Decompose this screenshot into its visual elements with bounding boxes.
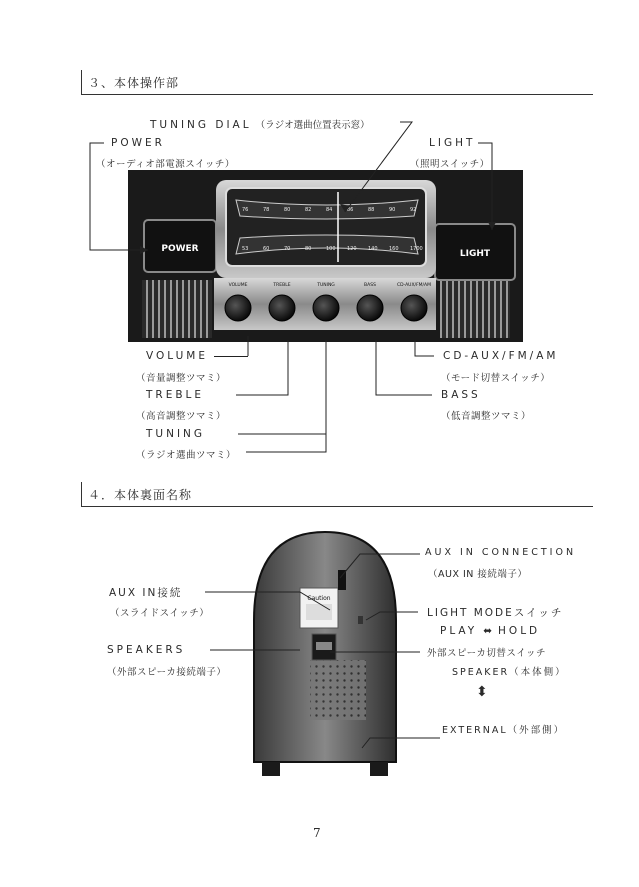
- light-desc: （照明スイッチ）: [410, 159, 490, 170]
- fm-scale-tick: 80: [284, 207, 291, 213]
- knob-label: VOLUME: [228, 283, 248, 288]
- am-scale-tick: 53: [242, 246, 249, 252]
- am-scale-tick: 70: [284, 246, 291, 252]
- fm-scale-tick: 82: [305, 207, 312, 213]
- hold-label: HOLD: [498, 625, 541, 637]
- fm-scale-tick: 84: [326, 207, 333, 213]
- section-title-controls: ３、本体操作部: [88, 76, 180, 90]
- speakers-desc: （外部スピーカ接続端子）: [107, 667, 227, 678]
- volume-label: VOLUME: [146, 350, 208, 362]
- section-title-rear: ４．本体裏面名称: [88, 488, 193, 502]
- aux-in-desc: （スライドスイッチ）: [110, 608, 210, 619]
- fm-scale-tick: 92: [410, 207, 417, 213]
- am-scale-tick: 1700: [410, 246, 423, 252]
- double-arrow-icon: ⬌: [483, 625, 493, 637]
- knob-label: CD-AUX/FM/AM: [396, 283, 432, 288]
- fm-scale-tick: 88: [368, 207, 375, 213]
- vertical-double-arrow-icon: ⬍: [476, 684, 488, 700]
- mode-label: CD-AUX/FM/AM: [443, 350, 559, 362]
- treble-desc: （高音調整ツマミ）: [136, 411, 227, 422]
- power-label: POWER: [111, 137, 165, 149]
- am-scale-tick: 60: [263, 246, 270, 252]
- speakers-label: SPEAKERS: [107, 644, 186, 656]
- fm-scale-tick: 86: [347, 207, 354, 213]
- light-mode-label: LIGHT MODEスイッチ: [427, 607, 564, 619]
- am-scale-tick: 140: [368, 246, 378, 252]
- power-desc: （オーディオ部電源スイッチ）: [96, 159, 235, 170]
- bass-label: BASS: [441, 389, 481, 401]
- power-button-text: POWER: [161, 244, 199, 254]
- am-scale-tick: 160: [389, 246, 399, 252]
- knob-label: TREBLE: [273, 283, 291, 288]
- bass-desc: （低音調整ツマミ）: [441, 411, 532, 422]
- speaker-internal-label: SPEAKER（本体側）: [452, 667, 567, 678]
- am-scale-tick: 80: [305, 246, 312, 252]
- aux-connection-label: AUX IN CONNECTION: [425, 547, 577, 558]
- fm-scale-tick: 90: [389, 207, 396, 213]
- speaker-external-label: EXTERNAL（外部側）: [442, 725, 566, 736]
- mode-desc: （モード切替スイッチ）: [441, 373, 551, 384]
- treble-label: TREBLE: [146, 389, 205, 401]
- fm-scale-tick: 78: [263, 207, 270, 213]
- volume-desc: （音量調整ツマミ）: [136, 373, 227, 384]
- aux-connection-desc: （AUX IN 接続端子）: [428, 569, 528, 580]
- play-label: PLAY: [440, 625, 478, 637]
- tuning-label: TUNING: [146, 428, 206, 440]
- caution-sticker: Caution: [307, 595, 331, 602]
- page-number: 7: [313, 826, 321, 840]
- tuning-dial-label: TUNING DIAL （ラジオ選曲位置表示窓）: [150, 119, 370, 131]
- am-scale-tick: 100: [326, 246, 336, 252]
- tuning-desc: （ラジオ選曲ツマミ）: [136, 450, 237, 461]
- aux-in-label: AUX IN接続: [109, 587, 183, 599]
- light-button-text: LIGHT: [459, 249, 491, 259]
- speaker-switch-label: 外部スピーカ切替スイッチ: [427, 648, 547, 659]
- knob-label: BASS: [364, 283, 376, 288]
- rear-leader-lines: [0, 470, 639, 770]
- am-scale-tick: 120: [347, 246, 357, 252]
- knob-label: TUNING: [317, 283, 335, 288]
- fm-scale-tick: 76: [242, 207, 249, 213]
- light-label: LIGHT: [429, 137, 476, 149]
